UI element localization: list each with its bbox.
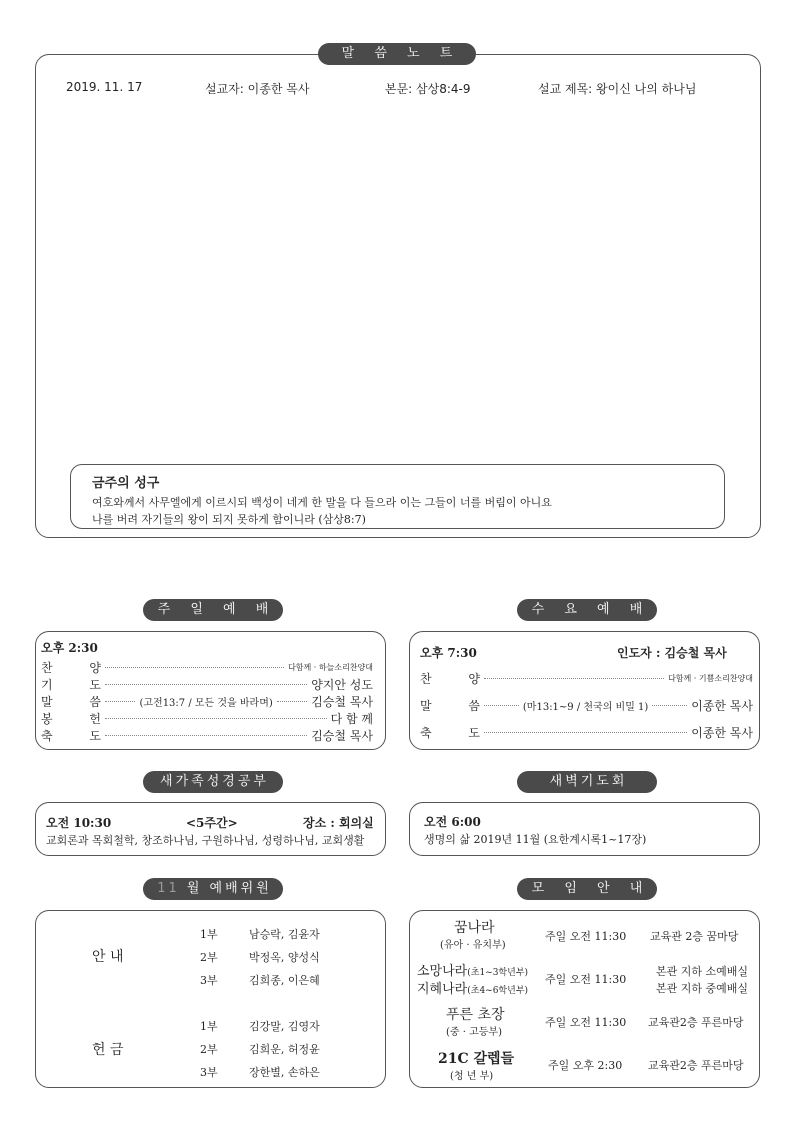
staff-part: 1부 [200,1020,218,1033]
sermon-passage: 본문: 삼상8:4-9 [385,82,471,96]
study-time: 오전 10:30 [46,816,112,830]
staff-names: 김희종, 이은혜 [249,974,320,987]
staff-part: 2부 [200,951,218,964]
weekly-verse-line1: 여호와께서 사무엘에게 이르시되 백성이 네게 한 말을 다 들으라 이는 그들이 너를 버림이 아니요 [92,496,552,509]
sunday-row: 봉 헌 다 함 께 [41,712,373,726]
meeting-place: 교육관 2층 꿈마당 [650,930,739,943]
dawn-prayer-time: 오전 6:00 [424,815,481,829]
wednesday-worship-time: 오후 7:30 [420,646,477,660]
meeting-name: 푸른 초장 [446,1007,505,1023]
meeting-place: 교육관2층 푸른마당 [648,1059,744,1072]
dawn-prayer-title: 새벽기도회 [517,771,657,793]
staff-names: 남승락, 김윤자 [249,928,320,941]
sunday-row: 말 씀 (고전13:7 / 모든 것을 바라며) 김승철 목사 [41,695,374,709]
meeting-name: 지혜나라(초4~6학년부) [417,982,529,997]
wednesday-worship-title: 수 요 예 배 [517,599,657,621]
meeting-name: 21C 갈렙들 [438,1051,515,1067]
dawn-prayer-desc: 생명의 삶 2019년 11월 (요한계시록1~17장) [424,833,647,846]
study-weeks: <5주간> [186,816,238,830]
study-place: 장소 : 회의실 [303,816,374,830]
meetings-title: 모 임 안 내 [517,878,657,900]
wednesday-row: 말 씀 (마13:1~9 / 천국의 비밀 1) 이종한 목사 [420,699,753,713]
staff-part: 2부 [200,1043,218,1056]
sermon-title: 설교 제목: 왕이신 나의 하나님 [538,82,697,96]
worship-staff-title [143,878,283,900]
sunday-row: 축 도 김승철 목사 [41,729,373,743]
weekly-verse-title: 금주의 성구 [92,476,160,491]
sunday-worship-title: 주 일 예 배 [143,599,283,621]
meeting-name: 소망나라(초1~3학년부) [417,964,529,979]
sunday-row: 찬 양 다함께 · 하늘소리찬양대 [41,661,373,675]
sunday-row: 기 도 양지안 성도 [41,678,373,692]
wednesday-row: 축 도 이종한 목사 [420,726,753,740]
study-topics: 교회론과 목회철학, 창조하나님, 구원하나님, 성령하나님, 교회생활 [46,834,365,847]
family-bible-study-title: 새가족성경공부 [143,771,283,793]
meeting-sub: (청 년 부) [450,1071,494,1082]
meeting-place: 본관 지하 중예배실 [656,982,749,995]
meeting-place: 교육관2층 푸른마당 [648,1016,744,1029]
staff-part: 3부 [200,974,218,987]
wednesday-leader: 인도자 : 김승철 목사 [617,646,727,660]
meeting-time: 주일 오후 2:30 [548,1059,623,1072]
staff-part: 1부 [200,928,218,941]
staff-names: 김강말, 김영자 [249,1020,320,1033]
meeting-sub: (중 · 고등부) [446,1027,502,1038]
meeting-place: 본관 지하 소예배실 [656,965,749,978]
meeting-time: 주일 오전 11:30 [545,930,627,943]
sermon-note-title: 말 씀 노 트 [318,43,476,65]
staff-names: 김희운, 허정윤 [249,1043,320,1056]
weekly-verse-line2: 나를 버려 자기들의 왕이 되지 못하게 함이니라 (삼상8:7) [92,513,366,526]
staff-part: 3부 [200,1066,218,1079]
sermon-preacher: 설교자: 이종한 목사 [205,82,310,96]
meeting-time: 주일 오전 11:30 [545,1016,627,1029]
meeting-time: 주일 오전 11:30 [545,973,627,986]
worship-staff-title-text: 월 예배위원 [179,881,272,896]
worship-staff-month: 11 [157,881,180,896]
meeting-name: 꿈나라 [454,920,495,936]
sermon-date: 2019. 11. 17 [66,80,143,94]
sunday-worship-time: 오후 2:30 [41,641,98,655]
wednesday-row: 찬 양 다함께 · 기쁨소리찬양대 [420,672,753,686]
staff-names: 장한별, 손하은 [249,1066,320,1079]
staff-group-offering: 헌 금 [92,1042,124,1058]
staff-names: 박정옥, 양성식 [249,951,320,964]
meeting-sub: (유아 · 유치부) [440,940,506,951]
staff-group-usher: 안 내 [92,949,124,965]
